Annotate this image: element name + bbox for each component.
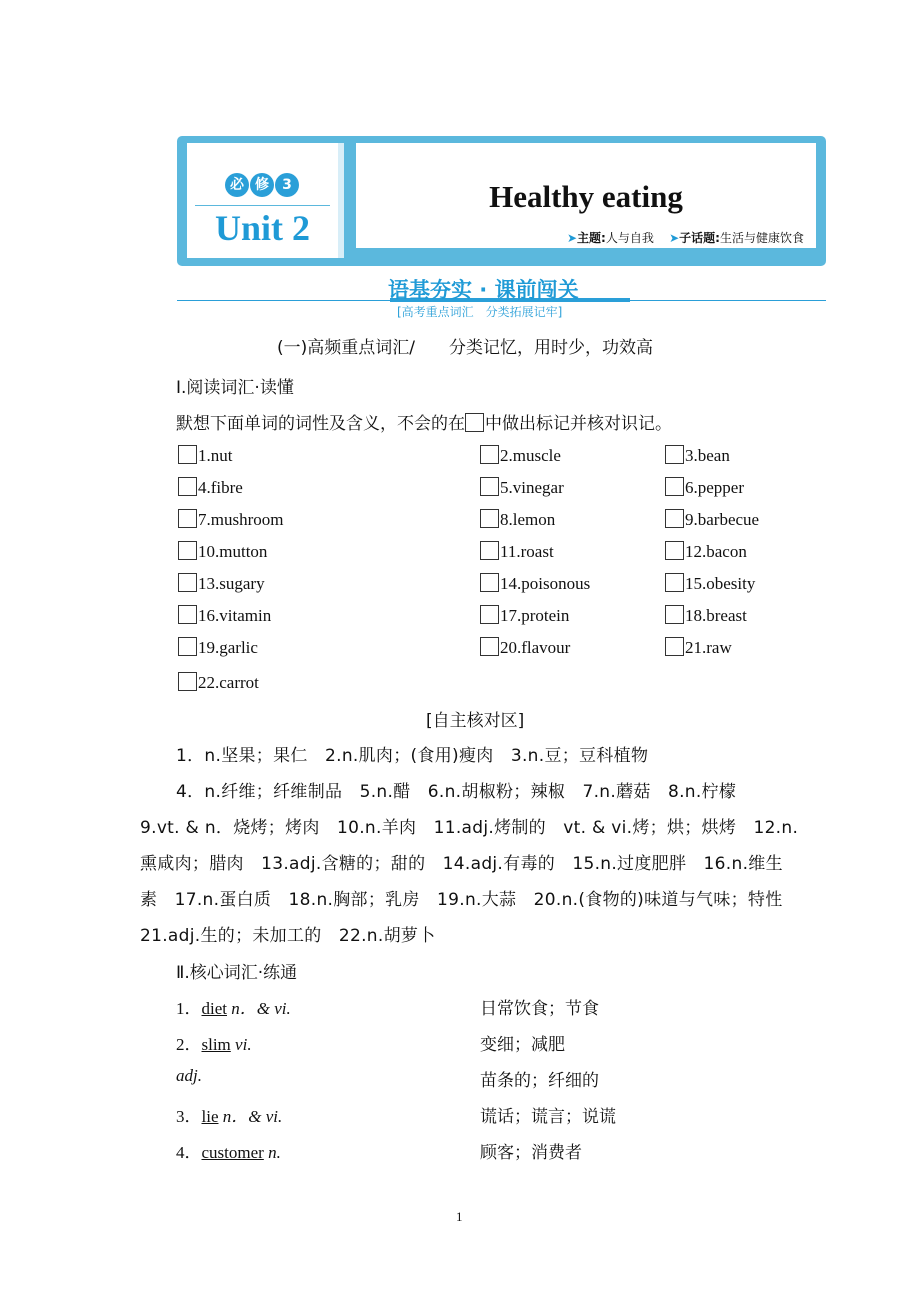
checkbox[interactable] [480,541,499,560]
vocab-word: 14.poisonous [500,574,591,593]
checkbox[interactable] [178,672,197,691]
arrow-icon: ➤ [566,231,578,245]
theme-line: ➤主题:人与自我 ➤子话题:生活与健康饮食 [566,231,804,245]
vocab-item [480,509,555,530]
required-course-badge [225,173,300,197]
answer-line: 1．n.坚果；果仁 2.n.肌肉；(食用)瘦肉 3.n.豆；豆科植物 [176,746,649,766]
answer-line: 4．n.纤维；纤维制品 5.n.醋 6.n.胡椒粉；辣椒 7.n.蘑菇 8.n.柠檬 [176,782,737,802]
part-heading: (一)高频重点词汇/ 分类记忆，用时少，功效高 [277,338,653,358]
title-box [356,143,816,248]
checkbox[interactable] [665,445,684,464]
vocab-item [665,477,744,498]
vocab-item [178,637,258,658]
vocab-item [665,573,755,594]
vocab-word: 18.breast [685,606,747,625]
checkbox[interactable] [480,445,499,464]
checkbox[interactable] [665,541,684,560]
core-meaning: 谎话；谎言；说谎 [480,1107,616,1127]
vocab-word: 4.fibre [198,478,243,497]
vocab-word: 13.sugary [198,574,265,593]
arrow-icon: ➤ [669,231,680,245]
vocab-item [665,605,747,626]
answer-line: 熏咸肉；腊肉 13.adj.含糖的；甜的 14.adj.有毒的 15.n.过度肥胖 16.n.维生 [140,854,783,874]
vocab-word: 1.nut [198,446,233,465]
vocab-item [665,509,759,530]
vocab-item [480,541,554,562]
page-number: 1 [456,1209,463,1224]
vocab-item [178,477,243,498]
answer-line: 21.adj.生的；未加工的 22.n.胡萝卜 [140,926,436,946]
divider [195,205,330,206]
vocab-word: 15.obesity [685,574,756,593]
checkbox[interactable] [480,509,499,528]
vocab-word: 8.lemon [500,510,556,529]
vocab-word: 6.pepper [685,478,745,497]
vocab-item [665,445,730,466]
section-subtitle: [高考重点词汇 分类拓展记牢] [397,305,563,319]
vocab-item [480,477,564,498]
checkbox[interactable] [178,477,197,496]
checkbox[interactable] [480,573,499,592]
checkbox[interactable] [178,445,197,464]
core-word: 3．lie n．& vi. [176,1107,283,1126]
vocab-word: 19.garlic [198,638,258,657]
vocab-word: 20.flavour [500,638,571,657]
badge-char: 3 [275,173,299,197]
core-meaning: 日常饮食；节食 [480,999,599,1019]
vocab-item [178,672,259,693]
checkbox[interactable] [178,573,197,592]
vocab-item [665,637,732,658]
vocab-word: 12.bacon [685,542,747,561]
checkbox-icon [465,413,484,432]
answer-line: 9.vt. & n．烧烤；烤肉 10.n.羊肉 11.adj.烤制的 vt. & vi.烤；烘；烘烤 12.n. [140,818,799,838]
badge-char: 必 [225,173,249,197]
core-meaning: 苗条的；纤细的 [480,1071,599,1091]
checkbox[interactable] [480,605,499,624]
unit-box [187,143,344,258]
vocab-word: 7.mushroom [198,510,284,529]
core-word: adj. [176,1066,202,1085]
sub-heading: Ⅱ.核心词汇·练通 [176,963,298,983]
core-meaning: 顾客；消费者 [480,1143,582,1163]
unit-title: Healthy eating [489,179,683,214]
sub-heading: Ⅰ.阅读词汇·读懂 [176,378,294,398]
checkbox[interactable] [480,477,499,496]
answer-line: 素 17.n.蛋白质 18.n.胸部；乳房 19.n.大蒜 20.n.(食物的)味道与气味；特性 [140,890,783,910]
checkbox[interactable] [665,573,684,592]
unit-banner [177,136,826,266]
vocab-item [480,637,570,658]
unit-label: Unit 2 [214,208,310,248]
check-title: [自主核对区] [426,711,525,731]
vocab-word: 16.vitamin [198,606,272,625]
vocab-item [178,541,267,562]
checkbox[interactable] [178,637,197,656]
checkbox[interactable] [665,637,684,656]
checkbox[interactable] [480,637,499,656]
vocab-word: 10.mutton [198,542,268,561]
vocab-word: 3.bean [685,446,730,465]
checkbox[interactable] [665,509,684,528]
core-word: 4．customer n. [176,1143,281,1162]
vocab-item [480,445,561,466]
vocab-item [480,605,569,626]
vocab-word: 9.barbecue [685,510,760,529]
instruction: 默想下面单词的词性及含义，不会的在 中做出标记并核对识记。 [176,414,672,434]
vocab-item [665,541,747,562]
vocab-item [480,573,590,594]
vocab-word: 5.vinegar [500,478,564,497]
core-meaning: 变细；减肥 [480,1035,565,1055]
vocab-word: 22.carrot [198,673,259,692]
vocab-word: 11.roast [500,542,554,561]
vocab-word: 21.raw [685,638,732,657]
vocab-word: 2.muscle [500,446,561,465]
checkbox[interactable] [665,605,684,624]
checkbox[interactable] [178,509,197,528]
section-title: 语基夯实 · 课前闯关 [388,278,579,302]
vocab-item [178,445,232,466]
vocab-item [178,573,265,594]
badge-char: 修 [250,173,274,197]
checkbox[interactable] [178,541,197,560]
core-word: 2．slim vi. [176,1035,252,1054]
vocab-word: 17.protein [500,606,570,625]
checkbox[interactable] [665,477,684,496]
vocab-item [178,509,283,530]
core-word: 1．diet n．& vi. [176,999,291,1018]
checkbox[interactable] [178,605,197,624]
vocab-item [178,605,271,626]
